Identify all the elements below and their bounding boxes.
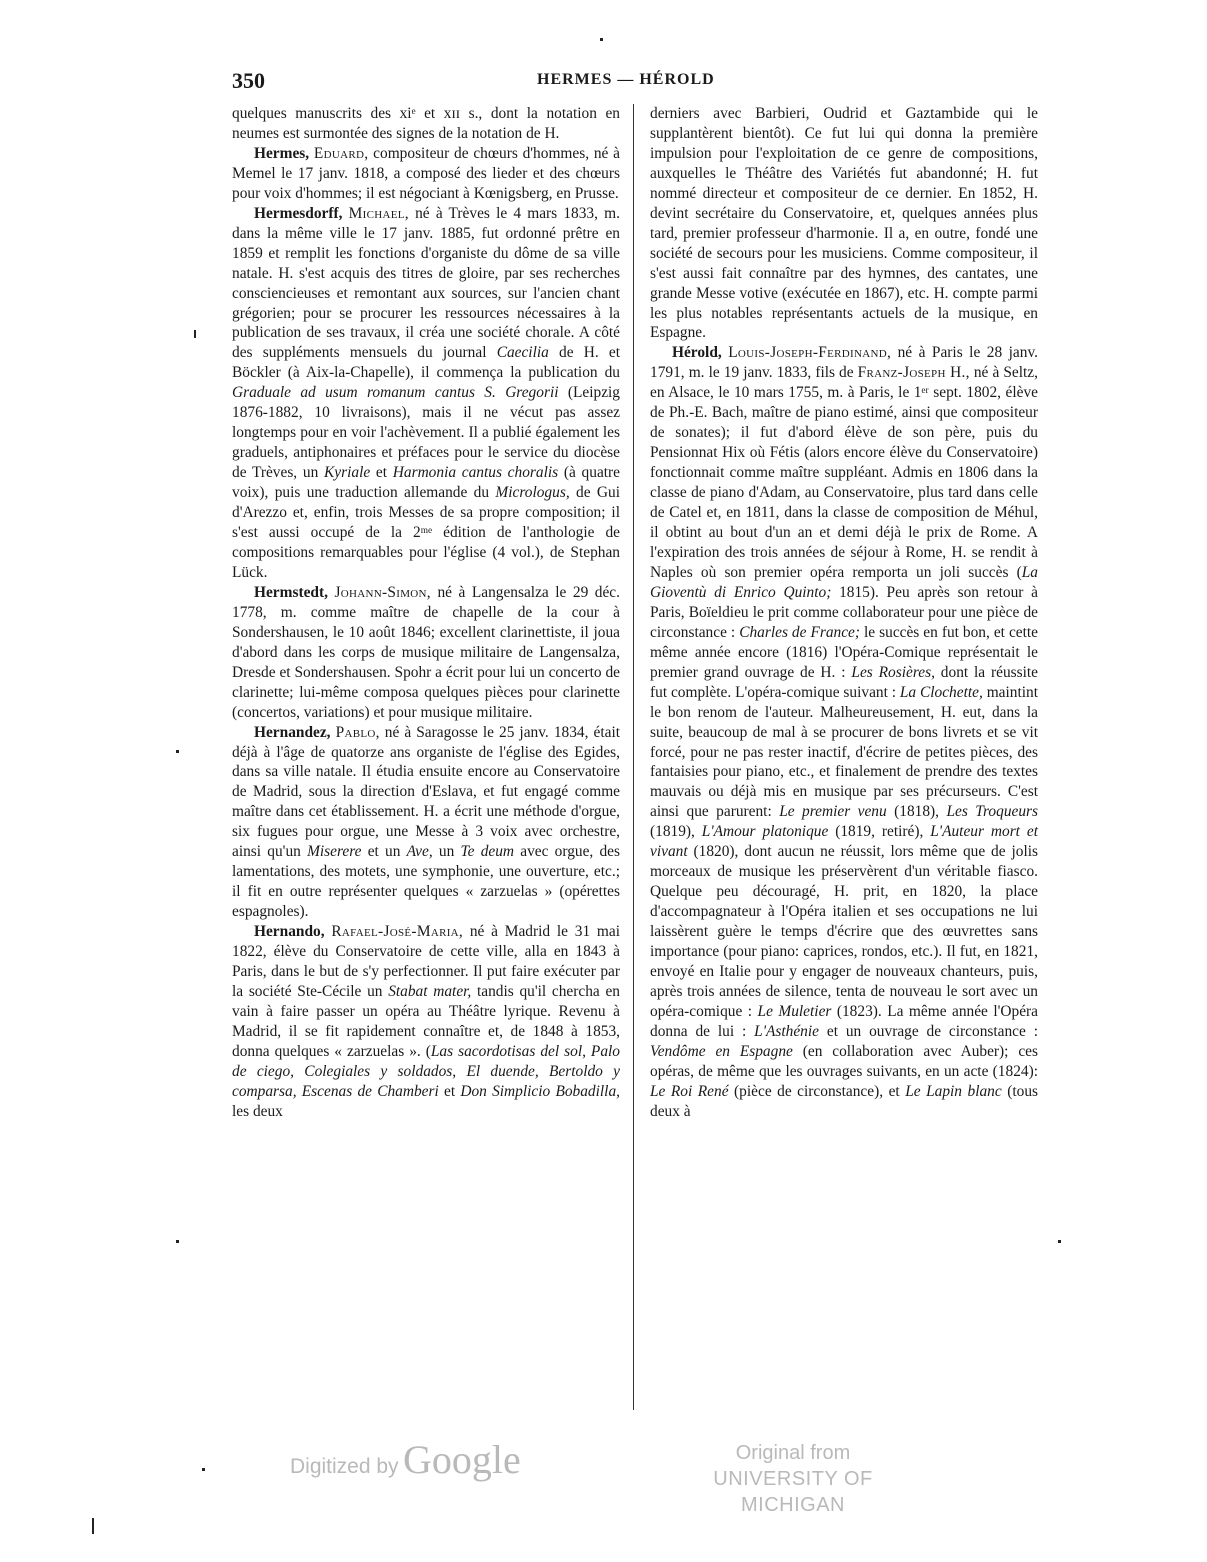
work-title: La Gioventù di Enrico Quinto;	[650, 563, 1038, 601]
entry-text: (tous deux à	[650, 1082, 1039, 1120]
scan-speck	[176, 750, 179, 753]
entry-headword: Hermesdorff,	[254, 204, 343, 222]
entry-text: né à Saragosse le 25 janv. 1834, était déjà à l'âge de quatorze ans organiste de l'église des Egides, dans sa ville natale. Il étudia ensuite encore au Conservatoire de Madrid, sous la direction d'Eslava, et fut engagé comme maître dans cet établissement. H. a écrit une méthode d'orgue, six fugues pour orgue, une Messe à 3 voix avec orchestre, ainsi qu'un	[232, 723, 620, 861]
entry-continuation: quelques manuscrits des xiᵉ et xɪɪ s., dont la notation en neumes est surmontée des signes de la notation de H.	[232, 105, 620, 142]
entry-text: le succès en fut bon, et cette même année encore (1816) l'Opéra-Comique représentait le premier grand ouvrage de H. :	[650, 623, 1038, 681]
entry-text: né à Madrid le 31 mai 1822, élève du Conservatoire de cette ville, alla en 1843 à Paris, dans le but de s'y perfectionner. Il put faire exécuter par la société Ste-Cécile un	[232, 923, 620, 1000]
entry-hermes	[232, 144, 620, 204]
entry-text: (1820), dont aucun ne réussit, lors même que de jolis morceaux de musique les préservèrent d'un véritable fiasco. Quelque peu découragé, H. prit, en 1820, la place d'accompagnateur à l'Opéra italien et ses occupations ne lui laissèrent guère le temps d'écrire que des œuvrettes sans importance (pour piano: caprices, rondos, etc.). Il fut, en 1821, envoyé en Italie pour y engager de nouveaux chanteurs, puis, après trois années de silence, tenta de nouveau le sort avec un opéra-comique :	[650, 843, 1038, 1020]
entry-herold	[650, 343, 1038, 1121]
work-title: Vendôme en Espagne	[650, 1042, 793, 1060]
given-names: Eduard,	[313, 144, 369, 162]
google-logo-text: Google	[403, 1437, 521, 1482]
work-title: Caecilia	[496, 344, 549, 362]
given-names: Louis-Joseph-Ferdinand,	[728, 344, 892, 362]
digitized-by-watermark	[290, 1436, 521, 1483]
entry-text: un	[432, 843, 461, 861]
entry-text: (1818),	[886, 803, 947, 821]
entry-text: de Gui d'Arezzo et, enfin, trois Messes de sa propre composition; il s'est aussi occupé de la 2ᵐᵉ édition de l'anthologie de compositions remarquables pour l'église (4 vol.), de Stephan Lück.	[232, 484, 621, 581]
work-title: Las sacordotisas del sol, Palo de ciego, Colegiales y soldados, El duende, Bertoldo y comparsa, Escenas de Chamberi	[232, 1042, 620, 1100]
work-title: Les Rosières,	[851, 663, 935, 681]
given-names: Johann-Simon,	[334, 583, 431, 601]
entry-text: et	[370, 464, 393, 482]
entry-text: (pièce de circonstance), et	[728, 1082, 906, 1100]
work-title: Harmonia cantus choralis	[392, 464, 559, 482]
scan-speck	[92, 1518, 94, 1534]
entry-text: né à Paris le 28 janv. 1791, m. le 19 janv. 1833, fils de	[650, 344, 1038, 382]
entry-text: dont la réussite fut complète. L'opéra-comique suivant :	[650, 663, 1039, 701]
scan-speck	[600, 38, 603, 41]
entry-text: les deux	[232, 1102, 283, 1120]
entry-hernandez	[232, 723, 620, 923]
entry-text: (1823). La même année l'Opéra donna de lui :	[650, 1002, 1038, 1040]
work-title: Graduale ad usum romanum cantus S. Gregorii	[232, 384, 559, 402]
entry-text: né à Seltz, en Alsace, le 10 mars 1755, m. à Paris, le 1ᵉʳ sept. 1802, élève de Ph.-E. Bach, maître de piano estimé, ainsi que compositeur de sonates); il fut d'abord élève de son père, puis du Pensionnat Hix où Fétis (alors encore élève du Conservatoire) fonctionnait comme maître suppléant. Admis en 1806 dans la classe de piano d'Adam, au Conservatoire, plus tard dans celle de Catel et, en 1811, dans la classe de composition de Méhul, il obtint au bout d'un an et demi déjà le prix de Rome. A l'expiration des trois années de séjour à Rome, H. se rendit à Naples où son premier opéra remporta un joli succès (	[650, 364, 1038, 581]
work-title: Miserere	[307, 843, 362, 861]
work-title: L'Auteur mort et vivant	[650, 823, 1038, 861]
scan-speck	[202, 1468, 205, 1471]
work-title: Kyriale	[324, 464, 371, 482]
work-title: Le Lapin blanc	[905, 1082, 1002, 1100]
work-title: Les Troqueurs	[946, 803, 1039, 821]
entry-text: et	[438, 1082, 461, 1100]
entry-headword: Hernando,	[254, 923, 325, 941]
column-divider	[633, 104, 634, 1410]
entry-text: (à quatre voix), puis une traduction allemande du	[232, 464, 621, 502]
running-head: HERMES — HÉROLD	[537, 71, 715, 88]
scan-speck	[1058, 1240, 1061, 1243]
entry-text: et un	[361, 843, 407, 861]
entry-headword: Hérold,	[672, 344, 722, 362]
scan-speck	[176, 1240, 179, 1243]
entry-text: (1819, retiré),	[828, 823, 931, 841]
original-from-watermark	[668, 1440, 918, 1518]
scan-speck	[194, 330, 196, 338]
entry-text: tandis qu'il chercha en vain à faire passer un opéra au Théâtre lyrique. Revenu à Madrid, il se fit rapidement connaître et, de 1848 à 1853, donna quelques « zarzuelas ». (	[232, 982, 620, 1060]
entry-text: de H. et Böckler (à Aix-la-Chapelle), il commença la publication du	[232, 344, 621, 382]
page-number: 350	[232, 68, 265, 93]
work-title: L'Asthénie	[754, 1022, 819, 1040]
given-names: Michael,	[348, 204, 409, 222]
right-column	[650, 104, 1038, 1122]
entry-text: né à Trèves le 4 mars 1833, m. dans la même ville le 17 janv. 1885, fut ordonné prêtre en 1859 et remplit les fonctions d'organiste du dôme de sa ville natale. H. s'est acquis des titres de gloire, par ses recherches consciencieuses et remontant aux sources, sur l'ancien chant grégorien; pour se procurer les ressources nécessaires à la publication de ses travaux, il créa une société chorale. A côté des suppléments mensuels du journal	[232, 204, 620, 362]
entry-text: avec orgue, des lamentations, des motets, une symphonie, une ouverture, etc.; il fit en outre représenter quelques « zarzuelas » (opérettes espagnoles).	[232, 843, 621, 921]
work-title: Stabat mater,	[388, 982, 472, 1000]
entry-text: et un ouvrage de circonstance :	[819, 1022, 1038, 1040]
work-title: Le premier venu	[779, 803, 887, 821]
entry-headword: Hernandez,	[254, 723, 331, 741]
watermark-small-text: Digitized by	[290, 1455, 399, 1478]
father-name: Franz-Joseph H.,	[857, 364, 970, 382]
work-title: Ave,	[406, 843, 433, 861]
entry-text: 1815). Peu après son retour à Paris, Boïeldieu le prit comme collaborateur pour une pièce de circonstance :	[650, 583, 1038, 641]
entry-hermesdorff	[232, 204, 620, 583]
given-names: Rafael-José-Maria,	[331, 923, 464, 941]
work-title: Le Muletier	[757, 1002, 832, 1020]
given-names: Pablo,	[335, 723, 380, 741]
entry-hernando	[232, 922, 620, 1122]
entry-text: né à Langensalza le 29 déc. 1778, m. comme maître de chapelle de la cour à Sondershausen, le 10 août 1846; excellent clarinettiste, il joua d'abord dans les corps de musique militaire de Langensalza, Dresde et Sondershausen. Spohr a écrit pour lui un concerto de clarinette; lui-même composa quelques pièces pour clarinette (concertos, variations) et pour musique militaire.	[232, 583, 620, 721]
entry-text: maintint le bon renom de l'auteur. Malheureusement, H. eut, dans la suite, beaucoup de mal à se procurer de bons livrets et se vit forcé, pour ne pas rester inactif, d'écrire de petites pièces, des fantaisies pour piano, etc., et finalement de prendre des textes mauvais ou déjà mis en musique par ses précurseurs. C'est ainsi que parurent:	[650, 683, 1038, 821]
entry-text: (Leipzig 1876-1882, 10 livraisons), mais il ne vécut pas assez longtemps pour en voir l'achèvement. Il a publié également les graduels, antiphonaires et préfaces pour le service du diocèse de Trèves, un	[232, 384, 620, 482]
work-title: Micrologus,	[495, 484, 570, 502]
entry-text: compositeur de chœurs d'hommes, né à Memel le 17 janv. 1818, a composé des lieder et des chœurs pour voix d'hommes; il est négociant à Kœnigsberg, en Prusse.	[232, 144, 620, 202]
original-from-text: Original from	[735, 1442, 851, 1464]
work-title: Don Simplicio Bobadilla,	[460, 1082, 620, 1100]
left-column	[232, 104, 620, 1122]
entry-continuation: derniers avec Barbieri, Oudrid et Gaztambide qui le supplantèrent bientôt). Ce fut lui qui donna la première impulsion pour l'exploitation de ce genre de compositions, auxquelles le Théâtre des Variétés fut abandonné; H. fut nommé directeur et compositeur de ce dernier. En 1852, H. devint secrétaire du Conservatoire, et, quelques années plus tard, premier professeur d'harmonie. Il a, en outre, fondé une société de secours pour les musiciens. Comme compositeur, il s'est aussi fait connaître par des hymnes, des cantates, une grande Messe votive (exécutée en 1867), etc. H. compte parmi les plus notables représentants actuels de la musique, en Espagne.	[650, 105, 1038, 342]
entry-headword: Hermstedt,	[254, 583, 328, 601]
page-header	[232, 68, 1038, 98]
entry-text: (1819),	[650, 823, 702, 841]
university-name-text: UNIVERSITY OF MICHIGAN	[713, 1468, 873, 1516]
entry-headword: Hermes,	[254, 144, 310, 162]
work-title: L'Amour platonique	[701, 823, 829, 841]
work-title: Charles de France;	[739, 623, 861, 641]
work-title: Le Roi René	[650, 1082, 729, 1100]
work-title: La Clochette,	[899, 683, 983, 701]
entry-hermstedt	[232, 583, 620, 723]
entry-text: (en collaboration avec Auber); ces opéras, de même que les ouvrages suivants, en un acte (1824):	[650, 1042, 1038, 1080]
work-title: Te deum	[460, 843, 515, 861]
